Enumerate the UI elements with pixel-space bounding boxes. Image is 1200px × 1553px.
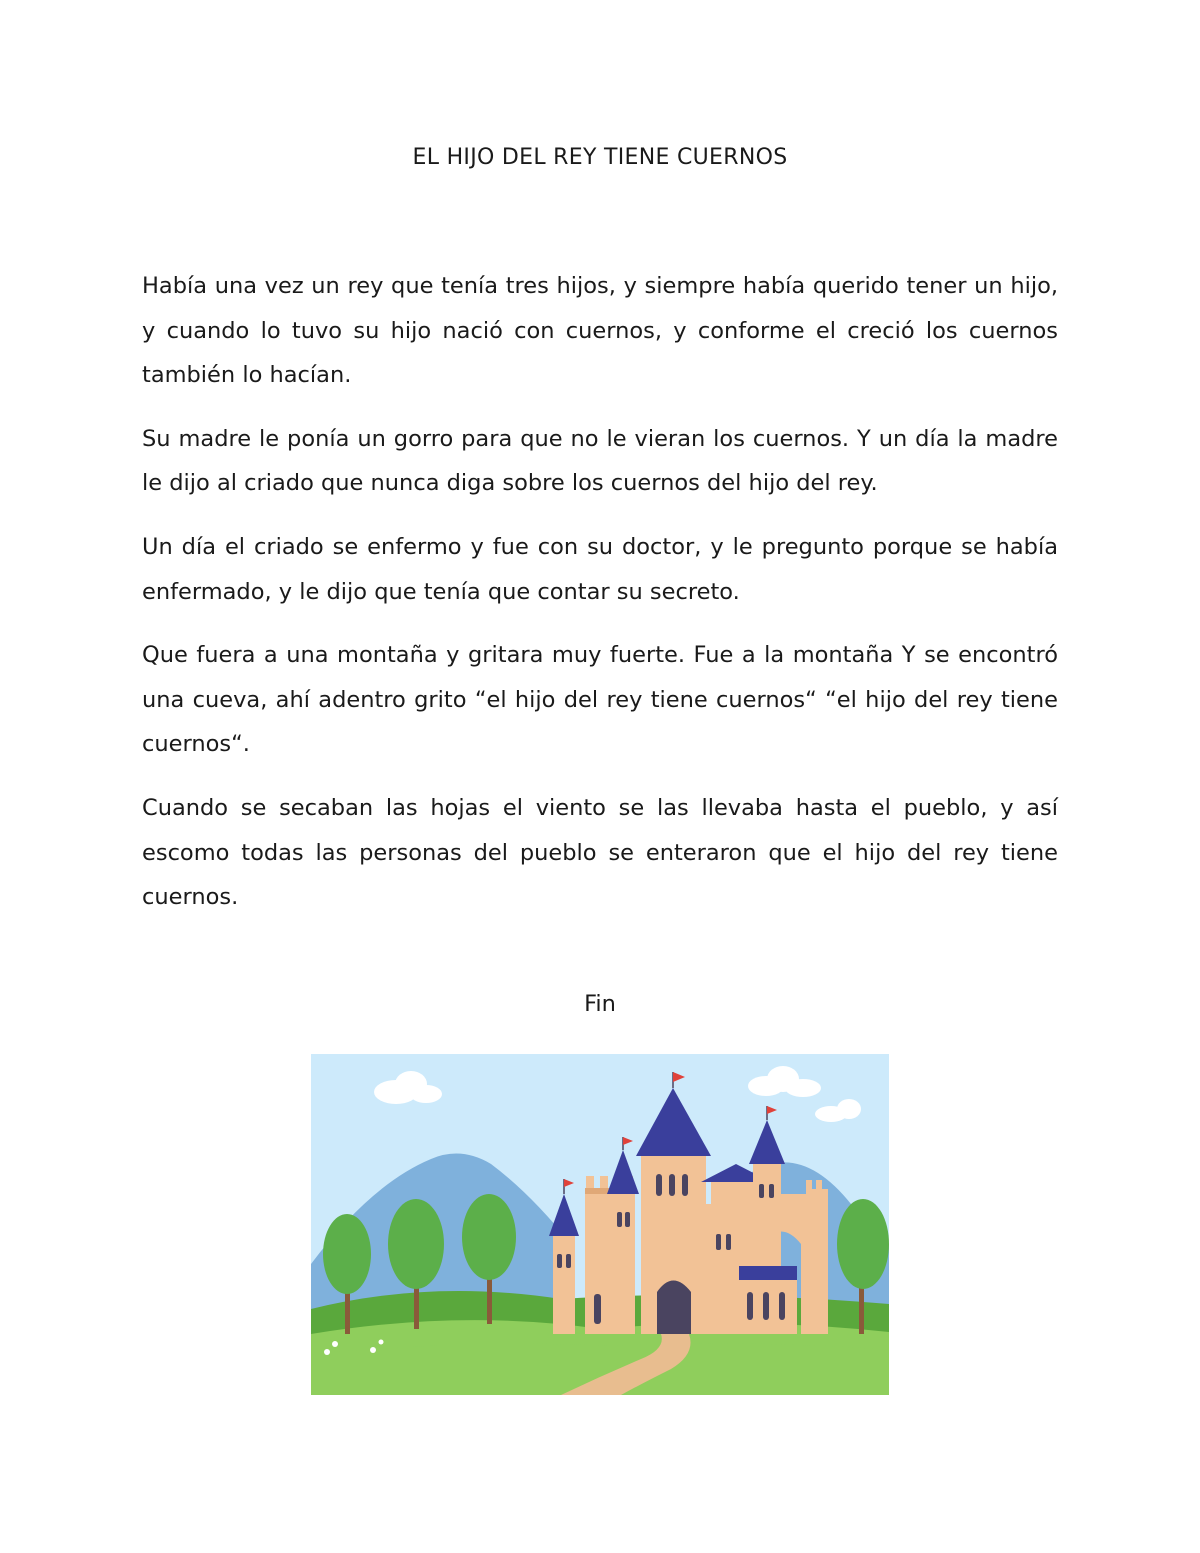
closing-text: Fin [584,991,616,1017]
document-body [142,264,1058,939]
paragraph-4: Que fuera a una montaña y gritara muy fuerte. Fue a la montaña Y se encontró una cueva, ahí adentro grito “el hijo del rey tiene cuernos“ “el hijo del rey tiene cuernos“. [142,642,1058,758]
paragraph-5: Cuando se secaban las hojas el viento se las llevaba hasta el pueblo, y así escomo todas las personas del pueblo se enteraron que el hijo del rey tiene cuernos. [142,794,1058,911]
document-title: EL HIJO DEL REY TIENE CUERNOS [412,145,788,170]
paragraph-2: Su madre le ponía un gorro para que no le vieran los cuernos. Y un día la madre le dijo al criado que nunca diga sobre los cuernos del hijo del rey. [142,425,1058,497]
castle-illustration [311,1054,889,1395]
paragraph-1: Había una vez un rey que tenía tres hijos, y siempre había querido tener un hijo, y cuando lo tuvo su hijo nació con cuernos, y conforme el creció los cuernos también lo hacían. [142,273,1058,389]
castle-door [657,1281,691,1335]
paragraph-3: Un día el criado se enfermo y fue con su doctor, y le pregunto porque se había enfermado, y le dijo que tenía que contar su secreto. [142,533,1058,605]
